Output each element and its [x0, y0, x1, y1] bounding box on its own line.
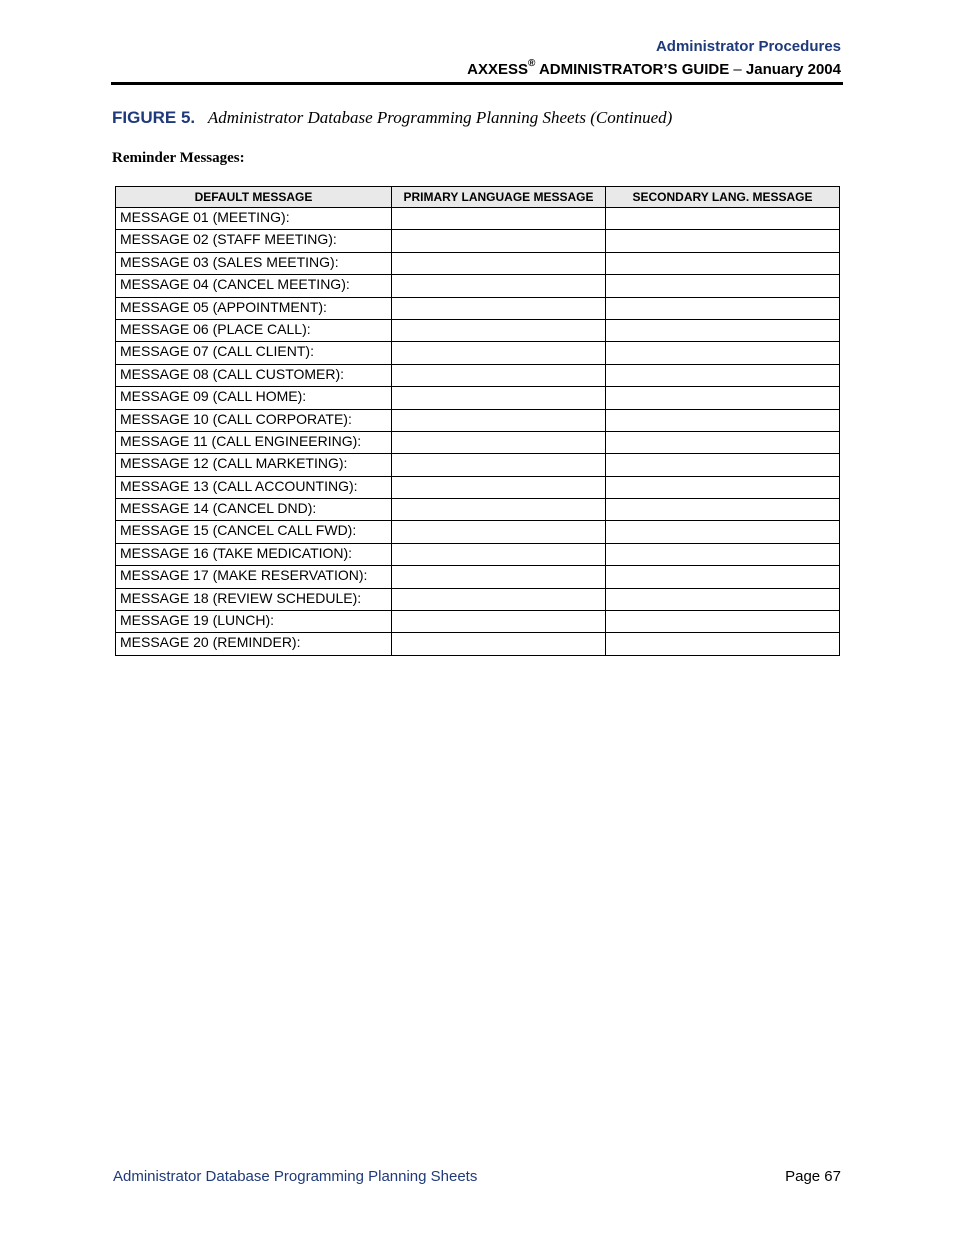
table-row	[116, 566, 840, 588]
column-header-secondary: SECONDARY LANG. MESSAGE	[606, 187, 840, 208]
secondary-language-cell	[606, 566, 840, 588]
default-message-cell: MESSAGE 14 (CANCEL DND):	[116, 499, 392, 521]
header-title-main: ADMINISTRATOR’S GUIDE	[535, 61, 734, 78]
primary-language-cell	[392, 431, 606, 453]
figure-label: FIGURE 5.	[112, 108, 196, 127]
header-rule	[111, 82, 843, 85]
table-row	[116, 387, 840, 409]
primary-language-cell	[392, 409, 606, 431]
table-row	[116, 611, 840, 633]
secondary-language-cell	[606, 319, 840, 341]
header-section-title: Administrator Procedures	[655, 38, 841, 55]
primary-language-cell	[392, 208, 606, 230]
default-message-cell: MESSAGE 11 (CALL ENGINEERING):	[116, 431, 392, 453]
primary-language-cell	[392, 319, 606, 341]
secondary-language-cell	[606, 297, 840, 319]
secondary-language-cell	[606, 633, 840, 655]
secondary-language-cell	[606, 499, 840, 521]
default-message-cell: MESSAGE 09 (CALL HOME):	[116, 387, 392, 409]
secondary-language-cell	[606, 275, 840, 297]
secondary-language-cell	[606, 230, 840, 252]
default-message-cell: MESSAGE 17 (MAKE RESERVATION):	[116, 566, 392, 588]
default-message-cell: MESSAGE 13 (CALL ACCOUNTING):	[116, 476, 392, 498]
secondary-language-cell	[606, 364, 840, 386]
table-row	[116, 499, 840, 521]
default-message-cell: MESSAGE 15 (CANCEL CALL FWD):	[116, 521, 392, 543]
primary-language-cell	[392, 454, 606, 476]
reminder-messages-table	[115, 186, 840, 656]
column-header-default: DEFAULT MESSAGE	[116, 187, 392, 208]
table-row	[116, 319, 840, 341]
table-row	[116, 230, 840, 252]
table-row	[116, 588, 840, 610]
page-number: Page 67	[785, 1168, 841, 1185]
table-row	[116, 521, 840, 543]
secondary-language-cell	[606, 476, 840, 498]
secondary-language-cell	[606, 454, 840, 476]
table-row	[116, 275, 840, 297]
table-row	[116, 633, 840, 655]
table-row	[116, 252, 840, 274]
table-row	[116, 364, 840, 386]
default-message-cell: MESSAGE 03 (SALES MEETING):	[116, 252, 392, 274]
table-row	[116, 297, 840, 319]
secondary-language-cell	[606, 342, 840, 364]
header-title-dash: –	[733, 61, 742, 78]
default-message-cell: MESSAGE 06 (PLACE CALL):	[116, 319, 392, 341]
secondary-language-cell	[606, 543, 840, 565]
secondary-language-cell	[606, 521, 840, 543]
footer-section-title: Administrator Database Programming Planning Sheets	[113, 1168, 478, 1185]
figure-caption-text: Administrator Database Programming Planning Sheets (Continued)	[207, 108, 673, 127]
figure-caption	[112, 107, 672, 129]
primary-language-cell	[392, 566, 606, 588]
table-row	[116, 454, 840, 476]
registered-mark: ®	[527, 58, 536, 69]
table-row	[116, 543, 840, 565]
primary-language-cell	[392, 387, 606, 409]
default-message-cell: MESSAGE 18 (REVIEW SCHEDULE):	[116, 588, 392, 610]
primary-language-cell	[392, 588, 606, 610]
default-message-cell: MESSAGE 19 (LUNCH):	[116, 611, 392, 633]
primary-language-cell	[392, 543, 606, 565]
table-row	[116, 431, 840, 453]
table-row	[116, 476, 840, 498]
table-row	[116, 409, 840, 431]
table-row	[116, 342, 840, 364]
primary-language-cell	[392, 364, 606, 386]
header-title-prefix: AXXESS	[467, 61, 528, 78]
secondary-language-cell	[606, 252, 840, 274]
primary-language-cell	[392, 521, 606, 543]
primary-language-cell	[392, 342, 606, 364]
primary-language-cell	[392, 476, 606, 498]
secondary-language-cell	[606, 611, 840, 633]
default-message-cell: MESSAGE 20 (REMINDER):	[116, 633, 392, 655]
default-message-cell: MESSAGE 05 (APPOINTMENT):	[116, 297, 392, 319]
primary-language-cell	[392, 230, 606, 252]
section-heading: Reminder Messages:	[112, 150, 245, 166]
secondary-language-cell	[606, 387, 840, 409]
secondary-language-cell	[606, 409, 840, 431]
column-header-primary: PRIMARY LANGUAGE MESSAGE	[392, 187, 606, 208]
primary-language-cell	[392, 633, 606, 655]
default-message-cell: MESSAGE 04 (CANCEL MEETING):	[116, 275, 392, 297]
default-message-cell: MESSAGE 02 (STAFF MEETING):	[116, 230, 392, 252]
table-row	[116, 208, 840, 230]
default-message-cell: MESSAGE 07 (CALL CLIENT):	[116, 342, 392, 364]
primary-language-cell	[392, 252, 606, 274]
table-body	[116, 208, 840, 656]
default-message-cell: MESSAGE 08 (CALL CUSTOMER):	[116, 364, 392, 386]
table-header-row	[116, 187, 840, 208]
default-message-cell: MESSAGE 12 (CALL MARKETING):	[116, 454, 392, 476]
default-message-cell: MESSAGE 10 (CALL CORPORATE):	[116, 409, 392, 431]
secondary-language-cell	[606, 431, 840, 453]
secondary-language-cell	[606, 588, 840, 610]
primary-language-cell	[392, 611, 606, 633]
header-title-date: January 2004	[741, 61, 841, 78]
primary-language-cell	[392, 499, 606, 521]
header-guide-title	[467, 60, 841, 79]
secondary-language-cell	[606, 208, 840, 230]
primary-language-cell	[392, 275, 606, 297]
primary-language-cell	[392, 297, 606, 319]
default-message-cell: MESSAGE 01 (MEETING):	[116, 208, 392, 230]
default-message-cell: MESSAGE 16 (TAKE MEDICATION):	[116, 543, 392, 565]
